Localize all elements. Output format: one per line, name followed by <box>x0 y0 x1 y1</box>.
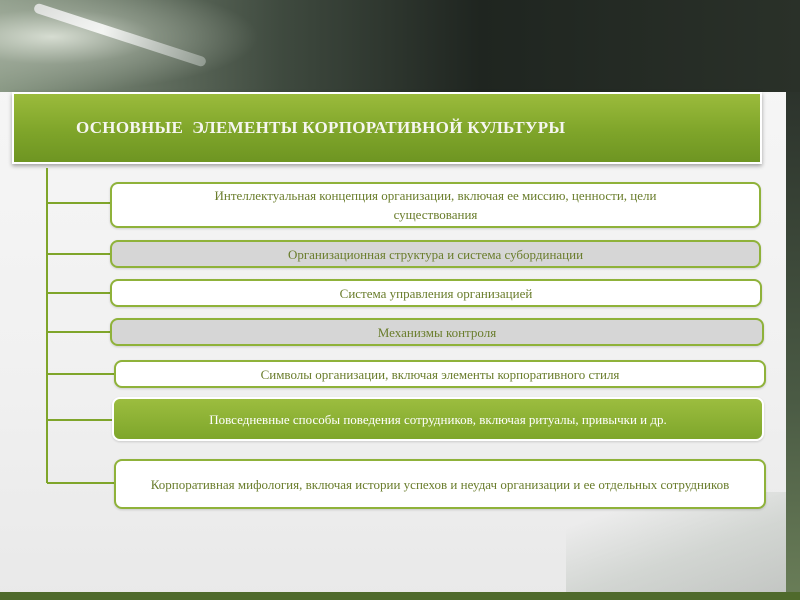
slide-title: ОСНОВНЫЕ ЭЛЕМЕНТЫ КОРПОРАТИВНОЙ КУЛЬТУРЫ <box>76 118 566 137</box>
connector-branch-1 <box>47 202 111 204</box>
element-item-2-text: Организационная структура и система субординации <box>287 246 584 262</box>
element-item-2 <box>110 240 761 268</box>
element-item-4 <box>110 318 764 346</box>
element-item-7 <box>114 459 766 509</box>
element-item-3 <box>110 279 762 307</box>
connector-trunk <box>46 168 48 483</box>
background-top-band <box>0 0 800 92</box>
background-right-bar <box>786 92 800 600</box>
background-bottom-stripe <box>0 592 800 600</box>
element-item-4-text: Механизмы контроля <box>377 324 497 340</box>
element-item-7-text: Корпоративная мифология, включая истории успехов и неудач организации и ее отдельных сотрудников <box>150 476 730 492</box>
element-item-6 <box>112 397 764 441</box>
element-item-3-text: Система управления организацией <box>339 285 533 301</box>
element-item-6-text: Повседневные способы поведения сотрудников, включая ритуалы, привычки и др. <box>209 411 667 427</box>
connector-branch-6 <box>47 419 113 421</box>
connector-branch-4 <box>47 331 111 333</box>
connector-branch-5 <box>47 373 115 375</box>
element-item-1-text: Интеллектуальная концепция организации, включая ее миссию, ценности, цели существования <box>214 188 657 222</box>
title-banner <box>12 92 762 164</box>
element-item-5 <box>114 360 766 388</box>
connector-branch-2 <box>47 253 111 255</box>
element-item-1 <box>110 182 761 228</box>
element-item-5-text: Символы организации, включая элементы корпоративного стиля <box>260 366 620 382</box>
connector-branch-7 <box>47 482 115 484</box>
connector-branch-3 <box>47 292 111 294</box>
